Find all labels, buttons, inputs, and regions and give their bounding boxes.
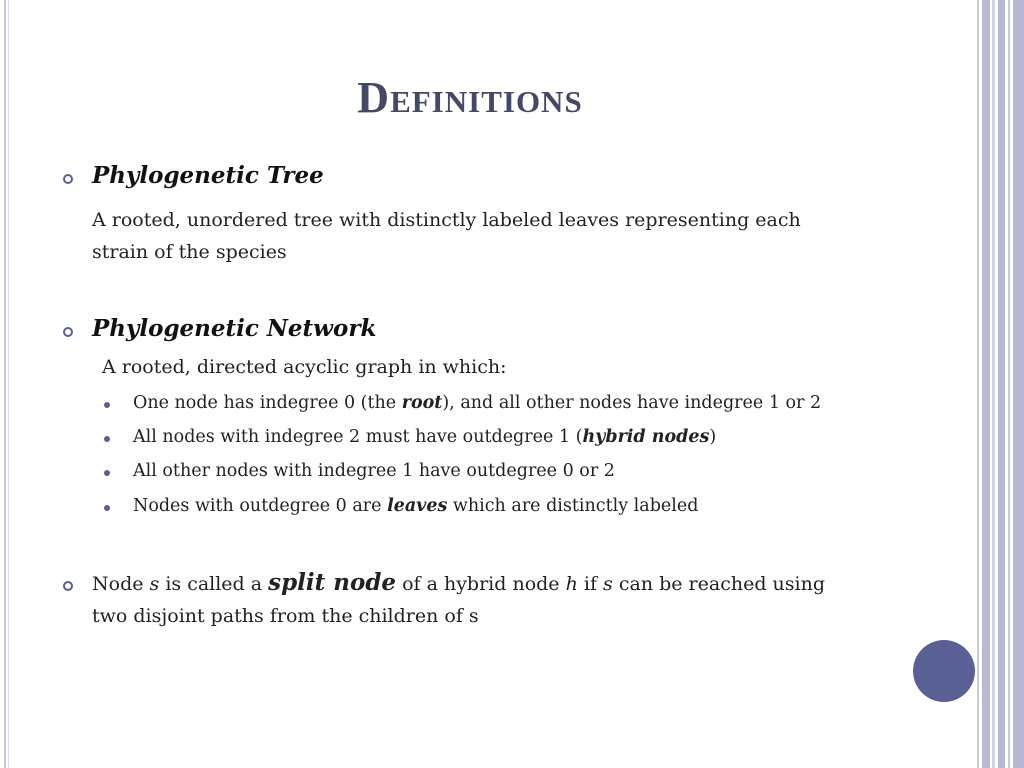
split-node-text: two disjoint paths from the children of s (92, 605, 479, 627)
right-stripe (1008, 0, 1010, 768)
split-node-text: Node (92, 573, 150, 595)
item-text: One node has indegree 0 (the (133, 393, 402, 413)
dot-bullet-icon (104, 505, 110, 511)
dot-bullet-icon (104, 470, 110, 476)
right-stripe (998, 0, 1005, 768)
phylogenetic-tree-definition (92, 204, 801, 268)
item-text: ) (709, 427, 717, 447)
item-emphasis: root (401, 393, 443, 413)
ring-bullet-icon (63, 327, 73, 337)
phylogenetic-tree-heading: Phylogenetic Tree (92, 162, 324, 189)
phylogenetic-network-heading: Phylogenetic Network (92, 315, 377, 342)
split-node-text: of a hybrid node (396, 573, 566, 595)
item-text: Nodes with outdegree 0 are (133, 496, 388, 516)
right-stripe (977, 0, 979, 768)
split-node-var: s (603, 573, 613, 595)
right-stripe (1013, 0, 1024, 768)
item-emphasis: leaves (387, 496, 448, 516)
ring-bullet-icon (63, 581, 73, 591)
network-condition-item (133, 393, 821, 413)
split-node-var: h (565, 573, 578, 595)
phylogenetic-network-intro: A rooted, directed acyclic graph in which: (102, 356, 507, 378)
slide-title: Definitions (357, 73, 583, 122)
item-text: which are distinctly labeled (447, 496, 699, 516)
split-node-text: can be reached using (612, 573, 825, 595)
split-node-var: s (149, 573, 160, 595)
network-condition-item (133, 496, 698, 516)
dot-bullet-icon (104, 436, 110, 442)
item-text: All other nodes with indegree 1 have outdegree 0 or 2 (133, 461, 615, 481)
right-stripe (982, 0, 990, 768)
network-condition-item (133, 427, 716, 447)
item-text: All nodes with indegree 2 must have outdegree 1 ( (133, 427, 583, 447)
dot-bullet-icon (104, 402, 110, 408)
split-node-text: if (577, 573, 604, 595)
item-emphasis: hybrid nodes (582, 427, 710, 447)
split-node-text: is called a (159, 573, 269, 595)
split-node-definition (92, 567, 825, 632)
decorative-circle (913, 640, 975, 702)
item-text: ), and all other nodes have indegree 1 or 2 (442, 393, 822, 413)
split-node-term: split node (268, 569, 397, 596)
right-stripe (992, 0, 995, 768)
ring-bullet-icon (63, 174, 73, 184)
network-condition-item (133, 461, 615, 481)
definition-line: A rooted, unordered tree with distinctly labeled leaves representing each (92, 209, 801, 231)
definition-line: strain of the species (92, 241, 287, 263)
